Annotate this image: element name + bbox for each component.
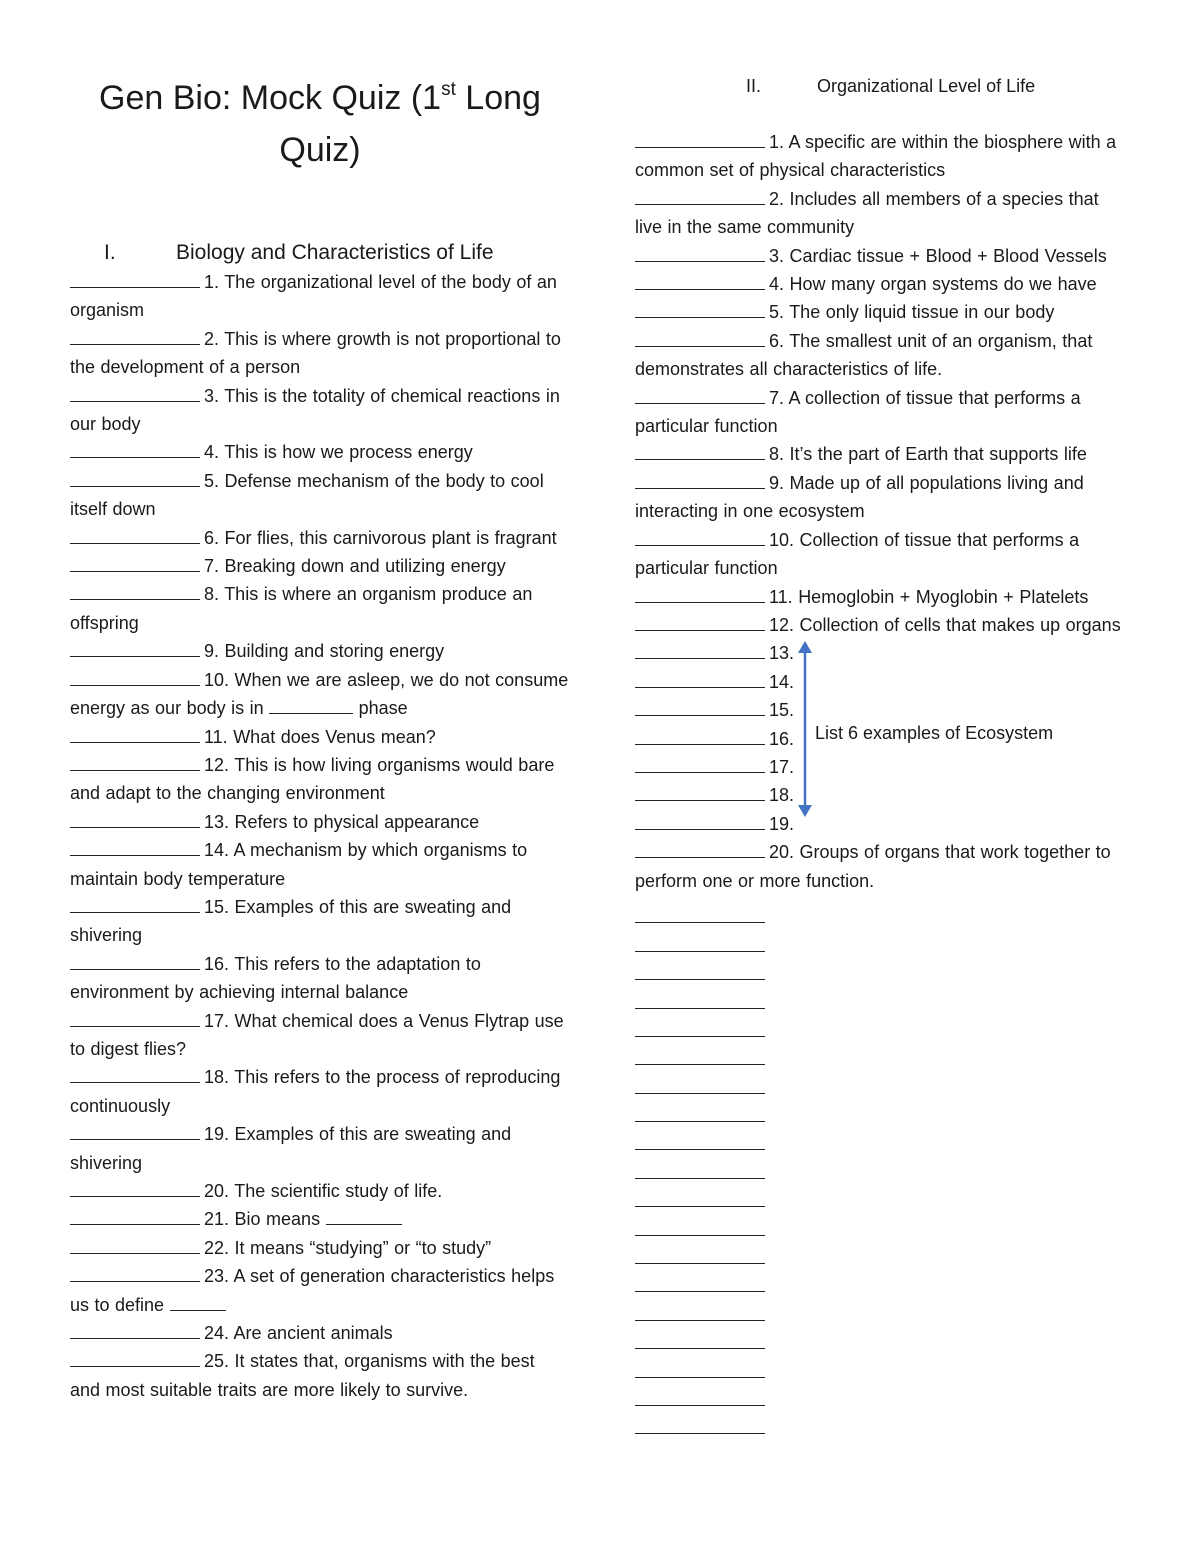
question-1-25 [70, 1347, 570, 1404]
question-text: 12. Collection of cells that makes up organs [769, 614, 1121, 635]
section-1-title: Biology and Characteristics of Life [176, 241, 494, 264]
question-text: 2. This is where growth is not proportional to the development of a person [70, 328, 561, 378]
answer-blank[interactable] [635, 813, 765, 830]
question-1-14 [70, 836, 570, 893]
answer-blank[interactable] [635, 756, 765, 773]
question-text: 5. The only liquid tissue in our body [769, 302, 1055, 323]
title-superscript: st [441, 79, 456, 100]
question-2-1 [635, 128, 1130, 185]
question-text: 15. Examples of this are sweating and shivering [70, 896, 512, 946]
question-1-17 [70, 1007, 570, 1064]
answer-blank[interactable] [70, 527, 200, 544]
question-2-20 [635, 838, 1130, 895]
page-title [70, 72, 570, 176]
question-text: 8. It’s the part of Earth that supports life [769, 444, 1087, 465]
answer-blank[interactable] [635, 529, 765, 546]
question-text: 22. It means “studying” or “to study” [204, 1237, 492, 1258]
answer-blank[interactable] [635, 586, 765, 603]
question-2-4 [635, 270, 1130, 298]
blank-answer-line[interactable] [635, 1292, 765, 1320]
question-text: 23. A set of generation characteristics helps us to define [70, 1266, 555, 1315]
extra-answer-blanks [635, 895, 1130, 1434]
question-2-7 [635, 384, 1130, 441]
answer-blank[interactable] [70, 1066, 200, 1083]
answer-blank[interactable] [635, 330, 765, 347]
question-2-12 [635, 611, 1130, 639]
answer-blank[interactable] [635, 188, 765, 205]
answer-blank[interactable] [70, 1237, 200, 1254]
question-2-2 [635, 185, 1130, 242]
blank-answer-line[interactable] [635, 1349, 765, 1377]
answer-blank[interactable] [70, 583, 200, 600]
answer-blank[interactable] [635, 131, 765, 148]
question-1-1 [70, 268, 570, 325]
answer-blank[interactable] [70, 640, 200, 657]
question-2-8 [635, 440, 1130, 468]
answer-blank[interactable] [70, 754, 200, 771]
question-text: 4. How many organ systems do we have [769, 274, 1097, 295]
question-1-3 [70, 382, 570, 439]
answer-blank[interactable] [635, 472, 765, 489]
answer-blank[interactable] [70, 1123, 200, 1140]
question-text: 18. This refers to the process of reproducing continuously [70, 1067, 561, 1116]
answer-blank[interactable] [70, 896, 200, 913]
section-1-heading [70, 238, 570, 268]
answer-blank[interactable] [70, 839, 200, 856]
question-text: 8. This is where an organism produce an offspring [70, 584, 533, 633]
answer-blank[interactable] [635, 245, 765, 262]
answer-blank[interactable] [635, 443, 765, 460]
question-text: 6. The smallest unit of an organism, that demonstrates all characteristics of life. [635, 330, 1093, 380]
answer-blank[interactable] [70, 441, 200, 458]
question-text: 10. Collection of tissue that performs a particular function [635, 529, 1080, 579]
question-text: 3. Cardiac tissue + Blood + Blood Vessels [769, 245, 1107, 266]
answer-blank[interactable] [70, 470, 200, 487]
answer-blank[interactable] [70, 385, 200, 402]
question-text: 20. Groups of organs that work together to perform one or more function. [635, 842, 1111, 891]
ecosystem-note: List 6 examples of Ecosystem [815, 723, 1054, 744]
answer-blank[interactable] [635, 699, 765, 716]
question-1-15 [70, 893, 570, 950]
question-2-5 [635, 298, 1130, 326]
answer-blank[interactable] [70, 271, 200, 288]
question-text: 12. This is how living organisms would bare and adapt to the changing environment [70, 754, 555, 804]
section-2-title: Organizational Level of Life [817, 76, 1036, 96]
question-1-10 [70, 666, 570, 723]
answer-blank[interactable] [635, 728, 765, 745]
ecosystem-item-number: 18. [769, 785, 795, 806]
question-text: 1. The organizational level of the body of an organism [70, 272, 557, 321]
question-2-11 [635, 583, 1130, 611]
answer-blank[interactable] [70, 1208, 200, 1225]
question-1-2 [70, 325, 570, 382]
question-1-18 [70, 1063, 570, 1120]
answer-blank[interactable] [70, 328, 200, 345]
section-2-number: II. [746, 76, 762, 96]
question-2-9 [635, 469, 1130, 526]
question-text: 13. Refers to physical appearance [204, 811, 480, 832]
right-column [635, 72, 1130, 1434]
ecosystem-item-number: 19. [769, 813, 795, 834]
blank-answer-line[interactable] [635, 1236, 765, 1264]
blank-answer-line[interactable] [635, 980, 765, 1008]
question-text: 20. The scientific study of life. [204, 1181, 443, 1201]
question-1-9 [70, 637, 570, 665]
question-text: 11. What does Venus mean? [204, 726, 436, 747]
ecosystem-item-number: 14. [769, 671, 795, 692]
question-text: 6. For flies, this carnivorous plant is fragrant [204, 527, 557, 548]
answer-blank[interactable] [635, 841, 765, 858]
question-suffix: phase [358, 698, 408, 719]
answer-blank[interactable] [635, 387, 765, 404]
question-text: 19. Examples of this are sweating and shivering [70, 1124, 512, 1173]
blank-answer-line[interactable] [635, 1094, 765, 1122]
blank-answer-line[interactable] [635, 1037, 765, 1065]
ecosystem-item-number: 17. [769, 756, 795, 777]
section-1-number: I. [104, 241, 116, 264]
question-1-5 [70, 467, 570, 524]
question-1-22 [70, 1234, 570, 1262]
question-1-24 [70, 1319, 570, 1347]
question-text: 7. Breaking down and utilizing energy [204, 556, 506, 577]
answer-blank[interactable] [70, 555, 200, 572]
question-1-19 [70, 1120, 570, 1177]
answer-blank[interactable] [70, 669, 200, 686]
section-1-questions [70, 268, 570, 1404]
question-1-4 [70, 438, 570, 466]
ecosystem-item [635, 639, 1130, 667]
blank-answer-line[interactable] [635, 1207, 765, 1235]
ecosystem-item [635, 753, 1130, 781]
inline-answer-blank[interactable] [170, 1294, 226, 1311]
question-text: 3. This is the totality of chemical reactions in our body [70, 385, 560, 435]
answer-blank[interactable] [70, 953, 200, 970]
section-2-heading [635, 72, 1130, 100]
answer-blank[interactable] [635, 301, 765, 318]
blank-answer-line[interactable] [635, 1406, 765, 1434]
question-1-20 [70, 1177, 570, 1205]
answer-blank[interactable] [635, 273, 765, 290]
question-text: 16. This refers to the adaptation to environment by achieving internal balance [70, 953, 481, 1003]
ecosystem-item [635, 668, 1130, 696]
blank-answer-line[interactable] [635, 895, 765, 923]
question-text: 24. Are ancient animals [204, 1323, 393, 1344]
ecosystem-item-number: 16. [769, 728, 795, 749]
question-2-3 [635, 242, 1130, 270]
blank-answer-line[interactable] [635, 1122, 765, 1150]
question-text: 2. Includes all members of a species that live in the same community [635, 188, 1099, 238]
ecosystem-item [635, 810, 1130, 838]
answer-blank[interactable] [635, 784, 765, 801]
question-text: 11. Hemoglobin + Myoglobin + Platelets [769, 586, 1089, 607]
section-2-questions [635, 128, 1130, 639]
answer-blank[interactable] [70, 1265, 200, 1282]
question-1-11 [70, 723, 570, 751]
question-text: 21. Bio means [204, 1209, 321, 1230]
answer-blank[interactable] [70, 811, 200, 828]
blank-answer-line[interactable] [635, 1321, 765, 1349]
question-1-16 [70, 950, 570, 1007]
blank-answer-line[interactable] [635, 1264, 765, 1292]
question-1-7 [70, 552, 570, 580]
answer-blank[interactable] [635, 642, 765, 659]
blank-answer-line[interactable] [635, 1179, 765, 1207]
question-1-13 [70, 808, 570, 836]
answer-blank[interactable] [70, 726, 200, 743]
answer-blank[interactable] [70, 1180, 200, 1197]
question-text: 9. Made up of all populations living and interacting in one ecosystem [635, 472, 1084, 522]
question-text: 17. What chemical does a Venus Flytrap use to digest flies? [70, 1010, 564, 1059]
question-1-8 [70, 580, 570, 637]
question-text: 4. This is how we process energy [204, 442, 473, 463]
question-1-6 [70, 524, 570, 552]
ecosystem-item [635, 781, 1130, 809]
question-1-21 [70, 1205, 570, 1233]
answer-blank[interactable] [70, 1322, 200, 1339]
arrow-head-down [798, 805, 812, 817]
question-1-12 [70, 751, 570, 808]
answer-blank[interactable] [635, 671, 765, 688]
arrow-head-up [798, 641, 812, 653]
blank-answer-line[interactable] [635, 1009, 765, 1037]
question-text: 5. Defense mechanism of the body to cool itself down [70, 470, 544, 520]
ecosystem-list [635, 639, 1130, 838]
double-arrow-icon [795, 641, 815, 821]
question-text: 7. A collection of tissue that performs a particular function [635, 387, 1081, 437]
question-text: 25. It states that, organisms with the best and most suitable traits are more likely to survive. [70, 1351, 535, 1400]
question-text: 9. Building and storing energy [204, 641, 445, 662]
blank-answer-line[interactable] [635, 923, 765, 951]
question-2-10 [635, 526, 1130, 583]
blank-answer-line[interactable] [635, 952, 765, 980]
blank-answer-line[interactable] [635, 1150, 765, 1178]
question-2-6 [635, 327, 1130, 384]
question-text: 14. A mechanism by which organisms to maintain body temperature [70, 840, 528, 889]
left-column [70, 72, 570, 1404]
blank-answer-line[interactable] [635, 1378, 765, 1406]
answer-blank[interactable] [70, 1350, 200, 1367]
title-rest: Long Quiz) [279, 79, 541, 169]
ecosystem-item-number: 13. [769, 643, 795, 664]
answer-blank[interactable] [635, 614, 765, 631]
ecosystem-item-number: 15. [769, 700, 795, 721]
question-1-23 [70, 1262, 570, 1319]
blank-answer-line[interactable] [635, 1065, 765, 1093]
title-main: Gen Bio: Mock Quiz (1 [99, 79, 442, 117]
answer-blank[interactable] [70, 1010, 200, 1027]
inline-answer-blank[interactable] [269, 697, 353, 714]
question-text: 10. When we are asleep, we do not consume energy as our body is in [70, 669, 569, 719]
inline-answer-blank[interactable] [326, 1208, 402, 1225]
question-text: 1. A specific are within the biosphere with a common set of physical characteristics [635, 132, 1117, 181]
